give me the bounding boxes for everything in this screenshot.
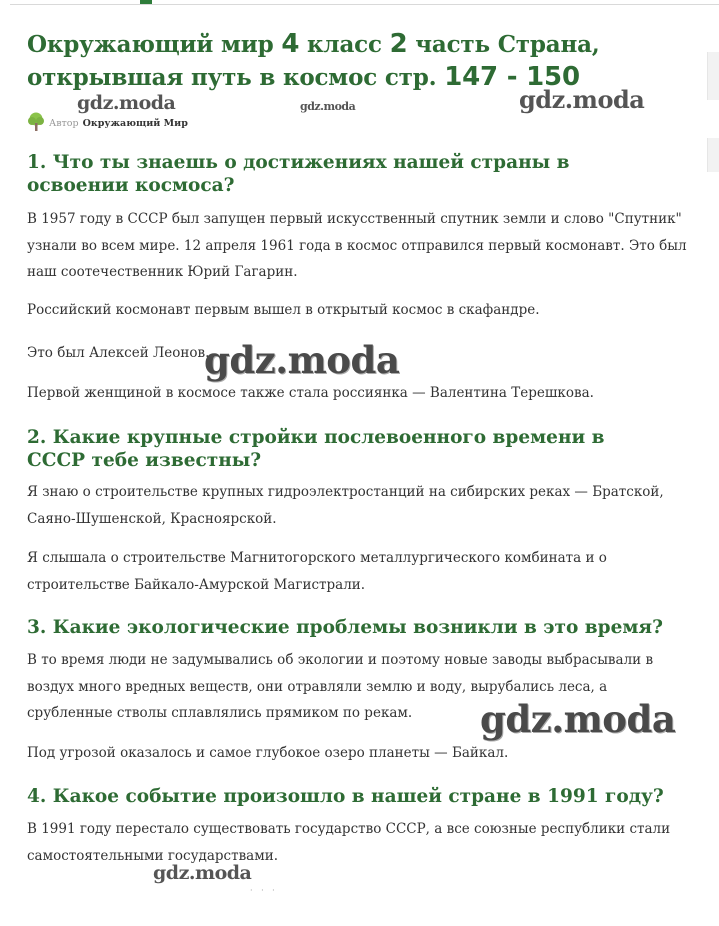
answer-paragraph: В 1991 году перестало существовать государство СССР, а все союзные республики стали самостоятельными государствами. [27, 821, 671, 864]
rail-segment [707, 52, 719, 100]
question-heading-2: 2. Какие крупные стройки послевоенного времени в СССР тебе известны? [27, 427, 605, 471]
answer-paragraph: Я слышала о строительстве Магнитогорского металлургического комбината и о строительстве Байкало-Амурской Магистрали. [27, 550, 607, 593]
top-accent-bar [140, 0, 152, 4]
title-pages: 147 - 150 [444, 62, 580, 92]
answer-paragraph: В то время люди не задумывались об экологии и поэтому новые заводы выбрасывали в воздух много вредных веществ, они отравляли землю и воду, вырубались леса, а срубленные стволы сплавлялись прямиком по рекам. [27, 652, 654, 721]
title-text-3: часть Страна, открывшая путь в космос стр. [27, 31, 600, 91]
author-name[interactable]: Окружающий Мир [82, 117, 188, 129]
answer-paragraph: Это был Алексей Леонов. [27, 345, 210, 361]
answer-paragraph: В 1957 году в СССР был запущен первый искусственный спутник земли и слово "Спутник" узнали во всем мире. 12 апреля 1961 года в космос отправился первый космонавт. Это был наш соотечественник Юрий Гагарин. [27, 211, 687, 280]
answer-paragraph: Российский космонавт первым вышел в открытый космос в скафандре. [27, 302, 540, 318]
rail-segment [707, 138, 719, 172]
tree-icon [27, 112, 45, 135]
author-label: Автор [49, 117, 79, 129]
question-heading-3: 3. Какие экологические проблемы возникли в это время? [27, 617, 663, 638]
title-grade: 4 [281, 29, 300, 59]
watermark: gdz.moda [480, 697, 676, 741]
top-divider [10, 0, 719, 5]
watermark: gdz.moda [300, 100, 356, 113]
question-heading-4: 4. Какое событие произошло в нашей стране в 1991 году? [27, 786, 664, 807]
watermark: gdz.moda [153, 862, 252, 884]
answer-paragraph: Под угрозой оказалось и самое глубокое озеро планеты — Байкал. [27, 745, 509, 761]
author-line [27, 112, 188, 134]
watermark: gdz.moda [77, 92, 176, 114]
question-heading-1: 1. Что ты знаешь о достижениях нашей страны в освоении космоса? [27, 152, 570, 196]
answer-paragraph: Первой женщиной в космосе также стала россиянка — Валентина Терешкова. [27, 385, 594, 401]
watermark: gdz.moda [519, 85, 645, 114]
title-text-2: класс [299, 31, 390, 58]
bottom-fragment: · · · [250, 886, 278, 895]
title-part-number: 2 [389, 29, 408, 59]
title-text-1: Окружающий мир [27, 31, 282, 58]
right-side-rail [707, 42, 719, 182]
answer-paragraph: Я знаю о строительстве крупных гидроэлектростанций на сибирских реках — Братской, Саяно-Шушенской, Красноярской. [27, 484, 664, 527]
watermark: gdz.moda [204, 338, 400, 382]
